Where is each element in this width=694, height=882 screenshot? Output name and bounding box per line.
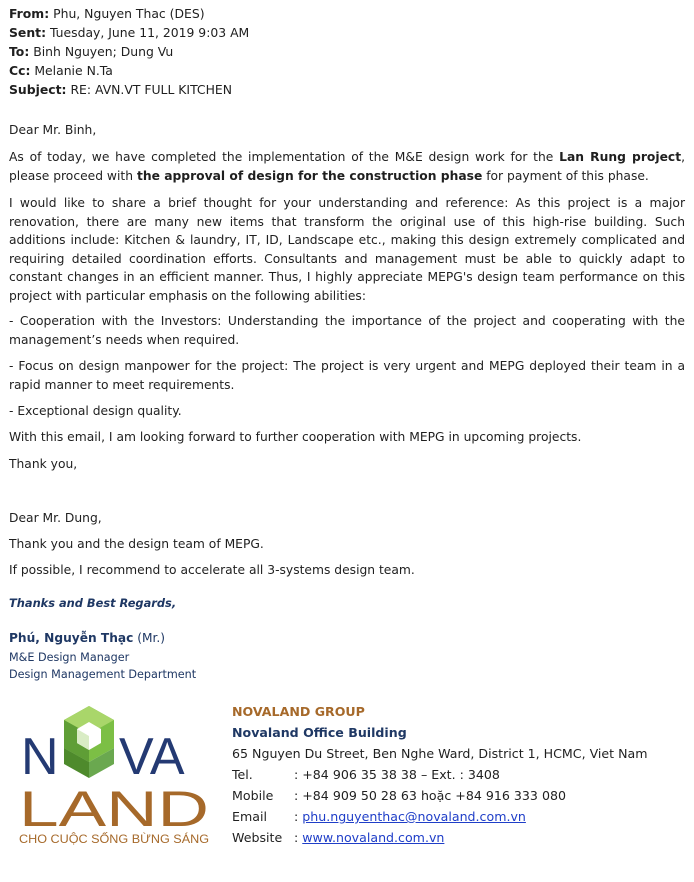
logo-letter-n: N — [21, 728, 59, 786]
mobile-row: Mobile : +84 909 50 28 63 hoặc +84 916 333 080 — [232, 788, 566, 803]
company-address: 65 Nguyen Du Street, Ben Nghe Ward, District 1, HCMC, Viet Nam — [232, 746, 648, 761]
logo-letters-va: VA — [119, 728, 185, 786]
subject-value: RE: AVN.VT FULL KITCHEN — [70, 82, 232, 97]
novaland-logo-graphic — [17, 700, 217, 848]
greeting-binh: Dear Mr. Binh, — [9, 123, 97, 137]
novaland-logo — [17, 700, 217, 848]
signer-details — [9, 649, 196, 683]
paragraph-thoughts: I would like to share a brief thought for your understanding and reference: As this project is a major renovation, there are many new items that transform the original use of this high-rise building. Such additions include: Kitchen & laundry, IT, ID, Landscape etc., making this design extremely complicated and requiring detailed coordination efforts. Consultants and management must be able to quickly adapt to constant changes in an efficient manner. Thus, I highly appreciate MEPG's design team performance on this project with particular emphasis on the following abilities: — [9, 196, 685, 303]
from-value: Phu, Nguyen Thac (DES) — [53, 6, 205, 21]
sent-value: Tuesday, June 11, 2019 9:03 AM — [49, 25, 250, 40]
tel-row: Tel. : +84 906 35 38 38 – Ext. : 3408 — [232, 767, 500, 782]
company-building: Novaland Office Building — [232, 725, 407, 740]
paragraph-accelerate: If possible, I recommend to accelerate all 3-systems design team. — [9, 563, 415, 577]
signer-name: Phú, Nguyễn Thạc (Mr.) — [9, 631, 165, 645]
company-info — [232, 701, 648, 848]
approval-phrase: the approval of design for the construction phase — [136, 168, 483, 183]
bullet-cooperation: - Cooperation with the Investors: Understanding the importance of the project and cooperating with the management’s needs when required. — [9, 314, 685, 347]
logo-land: LAND — [19, 781, 209, 837]
company-group: NOVALAND GROUP — [232, 704, 365, 719]
bullet-quality: - Exceptional design quality. — [9, 404, 182, 418]
sent-line: Sent: Tuesday, June 11, 2019 9:03 AM — [9, 25, 250, 40]
email-row: Email : phu.nguyenthac@novaland.com.vn — [232, 809, 526, 824]
cc-value: Melanie N.Ta — [34, 63, 113, 78]
email-link[interactable]: phu.nguyenthac@novaland.com.vn — [302, 809, 526, 824]
subject-line: Subject: RE: AVN.VT FULL KITCHEN — [9, 82, 232, 97]
thank-you: Thank you, — [9, 457, 78, 471]
cube-icon — [64, 706, 114, 778]
signer-title: M&E Design Manager — [9, 651, 130, 664]
bullet-manpower: - Focus on design manpower for the project: The project is very urgent and MEPG deployed their team in a rapid manner to meet requirements. — [9, 359, 685, 392]
website-row: Website : www.novaland.com.vn — [232, 830, 445, 845]
paragraph-thanks-mepg: Thank you and the design team of MEPG. — [9, 537, 264, 551]
email-header — [9, 4, 249, 99]
logo-tagline: CHO CUỘC SỐNG BỪNG SÁNG — [19, 832, 200, 846]
to-value: Binh Nguyen; Dung Vu — [33, 44, 174, 59]
greeting-dung: Dear Mr. Dung, — [9, 511, 102, 525]
to-line: To: Binh Nguyen; Dung Vu — [9, 44, 174, 59]
website-link[interactable]: www.novaland.com.vn — [302, 830, 445, 845]
project-name: Lan Rung project — [559, 150, 682, 164]
closing: Thanks and Best Regards, — [9, 596, 177, 610]
paragraph-completion: As of today, we have completed the implementation of the M&E design work for the Lan Rung project, please proceed with the approval of design for the construction phase for payment of this phase. — [9, 150, 686, 183]
cc-line: Cc: Melanie N.Ta — [9, 63, 113, 78]
from-line: From: Phu, Nguyen Thac (DES) — [9, 6, 205, 21]
paragraph-cooperation: With this email, I am looking forward to further cooperation with MEPG in upcoming projects. — [9, 430, 582, 444]
signer-department: Design Management Department — [9, 668, 197, 681]
